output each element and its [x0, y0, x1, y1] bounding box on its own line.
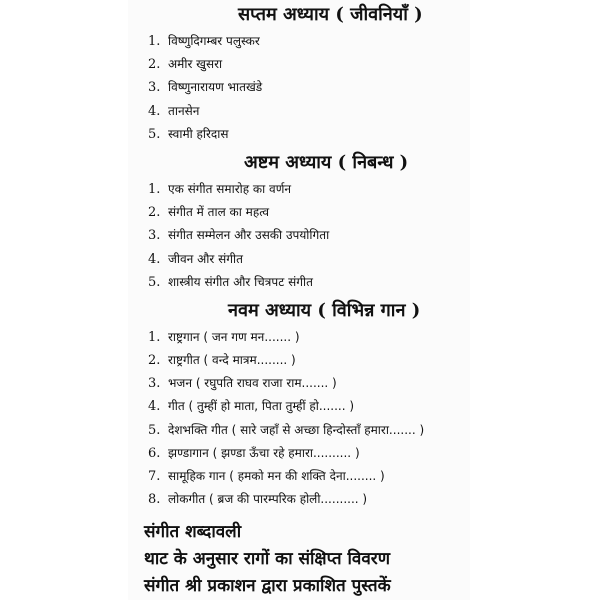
item-text: संगीत सम्मेलन और उसकी उपयोगिता [168, 228, 330, 243]
item-text: राष्ट्रगीत ( वन्दे मात्रम........ ) [168, 353, 296, 368]
item-number: 4. [148, 399, 161, 415]
chapter-7-title: सप्तम अध्याय ( जीवनियाँ ) [238, 4, 423, 25]
item-number: 1. [148, 34, 161, 49]
table-of-contents [144, 4, 478, 600]
item-text: सामूहिक गान ( हमको मन की शक्ति देना........ ) [168, 469, 385, 483]
item-number: 3. [148, 80, 161, 96]
item-number: 4. [148, 103, 161, 119]
item-text: एक संगीत समारोह का वर्णन [168, 181, 292, 196]
item-text: शास्त्रीय संगीत और चित्रपट संगीत [168, 274, 313, 289]
list-item [148, 273, 478, 296]
list-item [148, 102, 478, 125]
list-item [148, 32, 478, 55]
item-number: 3. [148, 376, 161, 392]
item-number: 5. [148, 126, 161, 142]
list-item [148, 351, 478, 374]
list-item [148, 328, 478, 351]
list-item [148, 203, 478, 226]
item-text: लोकगीत ( ब्रज की पारम्परिक होली.......... ) [168, 492, 368, 507]
list-item [148, 250, 478, 273]
item-number: 5. [148, 274, 161, 290]
item-number: 2. [148, 205, 161, 221]
item-text: विष्णुदिगम्बर पलुस्कर [168, 34, 260, 48]
list-item [148, 374, 478, 397]
item-number: 1. [148, 329, 161, 345]
list-item [148, 226, 478, 249]
item-text: झण्डागान ( झण्डा ऊँचा रहे हमारा.......... ) [168, 445, 360, 460]
item-number: 1. [148, 181, 161, 197]
list-item [148, 490, 478, 513]
chapter-8-title: अष्टम अध्याय ( निबन्ध ) [244, 151, 409, 173]
raga-summary-heading: थाट के अनुसार रागों का संक्षिप्त विवरण [144, 549, 391, 570]
list-item [148, 467, 478, 490]
item-text: अमीर खुसरा [168, 57, 223, 72]
item-text: जीवन और संगीत [168, 251, 243, 266]
list-item [148, 78, 478, 101]
item-text: विष्णुनारायण भातखंडे [168, 80, 263, 95]
chapter-9-title: नवम अध्याय ( विभिन्न गान ) [228, 299, 421, 321]
chapter-7-list [148, 32, 478, 148]
item-number: 4. [148, 251, 161, 267]
item-text: भजन ( रघुपति राघव राजा राम....... ) [168, 376, 337, 391]
item-text: तानसेन [168, 103, 200, 118]
glossary-heading: संगीत शब्दावली [144, 522, 242, 543]
item-number: 2. [148, 57, 161, 73]
item-number: 7. [148, 469, 161, 484]
item-number: 5. [148, 422, 161, 438]
item-number: 3. [148, 228, 161, 244]
item-text: देशभक्ति गीत ( सारे जहाँ से अच्छा हिन्दोस्ताँ हमारा....... ) [168, 422, 425, 437]
list-item [148, 125, 478, 148]
item-number: 6. [148, 445, 161, 461]
list-item [148, 397, 478, 420]
item-text: राष्ट्रगान ( जन गण मन....... ) [168, 329, 300, 344]
item-text: गीत ( तुम्हीं हो माता, पिता तुम्हीं हो....... ) [168, 399, 355, 414]
item-number: 2. [148, 353, 161, 369]
item-number: 8. [148, 492, 161, 508]
publisher-books-heading: संगीत श्री प्रकाशन द्वारा प्रकाशित पुस्तकें [144, 576, 391, 597]
list-item [148, 55, 478, 78]
chapter-8-list [148, 180, 478, 296]
list-item [148, 180, 478, 203]
item-text: स्वामी हरिदास [168, 126, 229, 141]
list-item [148, 444, 478, 467]
chapter-9-list [148, 328, 478, 514]
item-text: संगीत में ताल का महत्व [168, 205, 270, 220]
list-item [148, 421, 478, 444]
